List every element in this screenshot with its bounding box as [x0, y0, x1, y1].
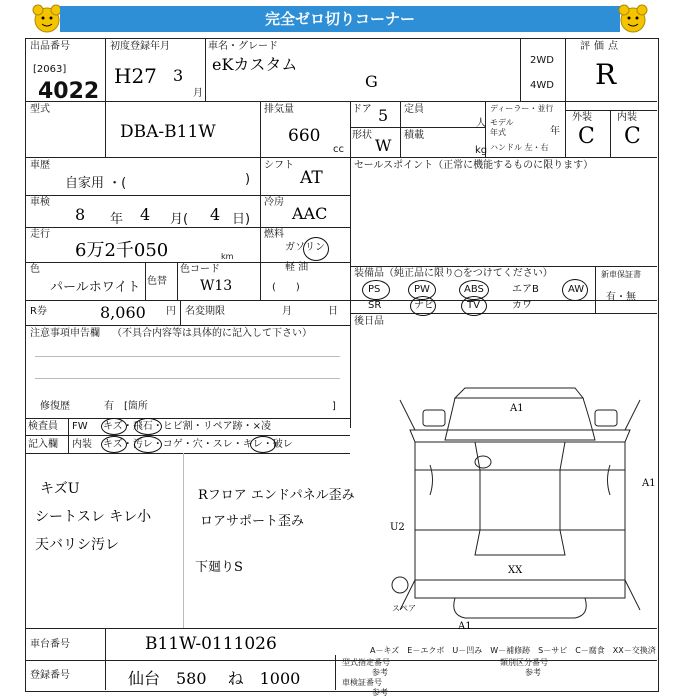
- note-left-3: 天バリシ汚レ: [35, 537, 119, 553]
- displacement-value: 660: [288, 126, 321, 146]
- model-year-label: モデル年式: [490, 118, 514, 137]
- registration-month: 3: [173, 66, 184, 85]
- registration-month-unit: 月: [193, 88, 203, 99]
- handle-label: ハンドル 左・右: [490, 143, 549, 152]
- warranty-label: 新車保証書: [601, 270, 641, 279]
- load-label: 積載: [404, 130, 424, 141]
- drive-4wd: 4WD: [530, 80, 554, 91]
- ac-value: AAC: [292, 204, 328, 223]
- exterior-grade: C: [578, 124, 595, 149]
- shift-value: AT: [300, 168, 323, 188]
- interior-items: キズ・汚レ・コゲ・穴・スレ・キレ・破レ: [103, 439, 293, 450]
- warranty-value: 有・無: [606, 292, 636, 303]
- exterior-label: 外装: [572, 112, 592, 123]
- name-change-month: 月: [282, 306, 292, 317]
- color-code-label: 色コード: [180, 264, 220, 275]
- model-year-unit: 年: [550, 126, 560, 137]
- type-value: DBA-B11W: [120, 122, 216, 142]
- repair-label: 修復歴: [40, 401, 70, 412]
- model-label: 車名・グレード: [208, 41, 278, 52]
- declaration-sub: （不具合内容等は具体的に記入して下さい）: [112, 328, 312, 339]
- note-left-1: キズU: [40, 481, 80, 497]
- recycle-label: R券: [30, 306, 47, 317]
- doors-label: ドア: [352, 104, 372, 115]
- usage-label: 車歴: [30, 160, 50, 171]
- ac-label: 冷房: [264, 197, 284, 208]
- repair-close: ]: [332, 401, 336, 412]
- equip-pw: PW: [414, 284, 430, 295]
- seal-label-2: 類別区分番号: [500, 658, 548, 667]
- note-right-3: 下廻りS: [195, 560, 243, 575]
- inspection-year-unit: 年: [110, 212, 124, 227]
- sales-points-label: セールスポイント（正常に機能するものに限ります）: [354, 160, 594, 171]
- equip-navi: ナビ: [414, 300, 434, 311]
- plate-label: 登録番号: [30, 670, 70, 681]
- note-right-2: ロアサポート歪み: [200, 514, 305, 529]
- equip-ps: PS: [368, 284, 381, 295]
- type-label: 型式: [30, 104, 50, 115]
- dealer-label: ディーラー・並行: [490, 104, 554, 113]
- lot-number: 4022: [38, 79, 100, 104]
- recycle-unit: 円: [166, 306, 176, 317]
- usage-value: 自家用 ・(: [65, 176, 127, 191]
- registration-year: H27: [114, 64, 157, 88]
- mark-bottom: A1: [458, 621, 472, 632]
- rating-label: 評価点: [580, 41, 622, 52]
- chassis-value: B11W-0111026: [145, 634, 277, 654]
- fw-label: FW: [72, 421, 88, 432]
- plate-value: 仙台 580 ね 1000: [128, 669, 301, 688]
- seal-ref-2: 参考: [525, 668, 541, 677]
- shape-value: W: [375, 136, 392, 155]
- lot-label: 出品番号: [30, 41, 70, 52]
- post-notes-label: 後日品: [354, 316, 384, 327]
- shape-label: 形状: [352, 130, 372, 141]
- car-diagram: [355, 370, 655, 625]
- recycle-value: 8,060: [100, 303, 146, 322]
- color-change-label: 色替: [147, 276, 167, 287]
- inspection-day-unit: 日): [232, 212, 251, 227]
- rating-value: R: [595, 58, 617, 91]
- capacity-label: 定員: [404, 104, 424, 115]
- color-label: 色: [30, 264, 40, 275]
- exterior-items: キズ・飛石・ヒビ割・リペア跡・×凌: [103, 421, 271, 432]
- color-value: パールホワイト: [50, 280, 141, 295]
- repair-value: 有: [104, 401, 114, 412]
- capacity-unit: 人: [476, 118, 486, 129]
- doors-value: 5: [378, 106, 389, 125]
- fuel-gasoline: ガソリン: [285, 242, 325, 253]
- mileage-unit: km: [221, 252, 234, 261]
- registration-label: 初度登録年月: [110, 41, 170, 52]
- displacement-label: 排気量: [264, 104, 294, 115]
- mark-left: U2: [390, 522, 405, 533]
- fuel-label: 燃料: [264, 229, 284, 240]
- repair-part: [箇所: [124, 401, 148, 412]
- usage-close: ): [245, 172, 251, 187]
- load-unit: kg: [475, 145, 488, 156]
- interior-label: 内装: [617, 112, 637, 123]
- mark-right: A1: [642, 478, 656, 489]
- mark-top: A1: [510, 403, 524, 414]
- seal-label-1: 型式指定番号: [342, 658, 390, 667]
- drive-2wd: 2WD: [530, 55, 554, 66]
- inspection-label: 車検: [30, 197, 50, 208]
- inspector-label: 検査員: [28, 421, 58, 432]
- title-bar: 完全ゼロ切りコーナー: [60, 6, 620, 32]
- recycle2-label-1: 車検証番号: [342, 678, 382, 687]
- mileage-label: 走行: [30, 229, 50, 240]
- equip-leather: カワ: [512, 300, 532, 311]
- spare-label: スペア: [392, 604, 416, 613]
- interior-check-label: 内装: [72, 439, 92, 450]
- inspection-month-unit: 月(: [170, 212, 189, 227]
- name-change-day: 日: [328, 306, 338, 317]
- equip-abs: ABS: [464, 284, 484, 295]
- equip-sr: SR: [368, 300, 382, 311]
- declaration-label: 注意事項申告欄: [30, 328, 100, 339]
- equip-airbag: エアB: [512, 284, 539, 295]
- recycle2-label-2: 参考: [372, 688, 388, 697]
- mascot-left-icon: [30, 4, 64, 34]
- lot-ref: [2063]: [33, 64, 67, 75]
- color-code: W13: [200, 278, 233, 294]
- interior-grade: C: [624, 124, 641, 149]
- name-change-label: 名変期限: [185, 306, 225, 317]
- model-grade: G: [365, 72, 378, 91]
- fuel-diesel: 軽 油: [285, 262, 309, 273]
- mascot-right-icon: [616, 4, 650, 34]
- fuel-paren: ( ): [272, 282, 300, 293]
- note-left-2: シートスレ キレ小: [35, 509, 152, 525]
- damage-legend: A－キズ E－エクボ U－凹み W－補修跡 S－サビ C－腐食 XX－交換済: [370, 646, 656, 655]
- equip-tv: TV: [467, 300, 480, 311]
- chassis-label: 車台番号: [30, 639, 70, 650]
- inspection-month: 4: [140, 205, 151, 224]
- mark-rear: XX: [508, 565, 523, 576]
- model-name: eKカスタム: [212, 55, 298, 74]
- mileage-value: 6万2千050: [75, 240, 169, 261]
- note-right-1: Rフロア エンドパネル歪み: [198, 488, 355, 503]
- entry-label: 記入欄: [28, 439, 58, 450]
- inspection-day: 4: [210, 205, 221, 224]
- equip-aw: AW: [568, 284, 585, 295]
- fuel-gasoline-circle: [303, 237, 329, 261]
- shift-label: シフト: [264, 160, 294, 171]
- displacement-unit: cc: [333, 144, 344, 155]
- inspection-year: 8: [75, 205, 86, 224]
- equipment-label: 装備品（純正品に限り○をつけてください）: [354, 268, 553, 279]
- seal-ref: 参考: [372, 668, 388, 677]
